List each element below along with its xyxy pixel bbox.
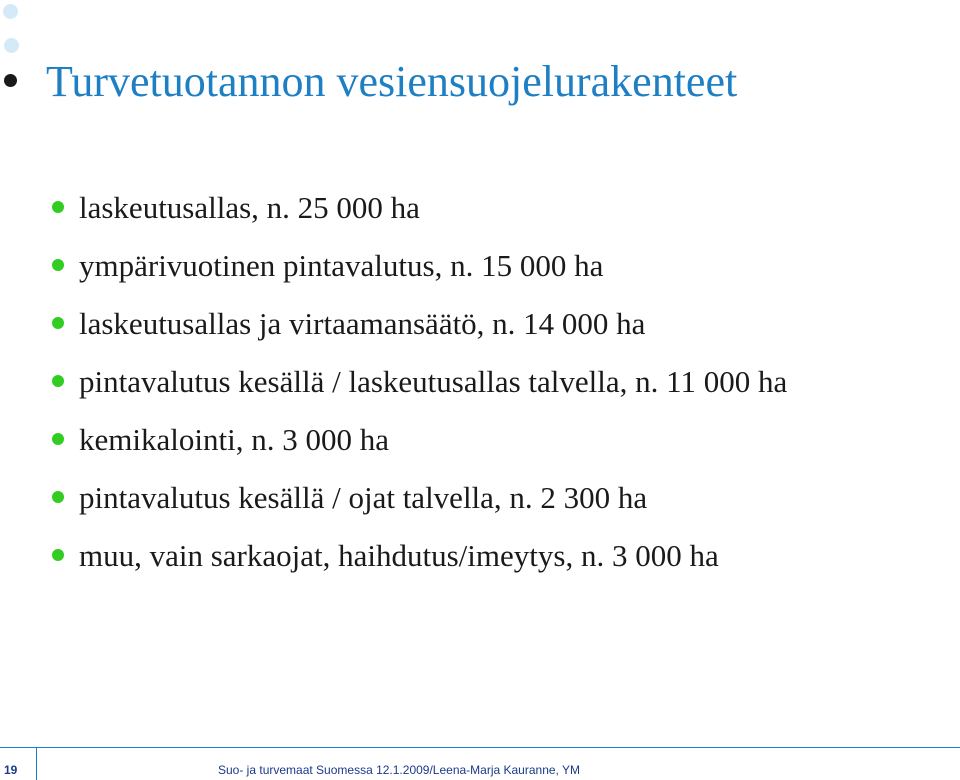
bullet-text: muu, vain sarkaojat, haihdutus/imeytys, n. 3 000 ha [79,538,719,573]
decorative-dot-dark [4,74,17,87]
bullet-text: laskeutusallas, n. 25 000 ha [79,190,420,225]
bullet-dot-icon [52,201,64,213]
bullet-text: kemikalointi, n. 3 000 ha [79,422,389,457]
bullet-item [52,300,957,348]
bullet-item [52,416,957,464]
bullet-text: pintavalutus kesällä / ojat talvella, n. 2 300 ha [79,480,648,515]
bullet-item [52,532,957,580]
footer-divider [36,748,37,780]
bullet-text: ympärivuotinen pintavalutus, n. 15 000 ha [79,248,604,283]
footer-credit: Suo- ja turvemaat Suomessa 12.1.2009/Leena-Marja Kauranne, YM [218,763,580,777]
bullet-list [52,184,957,590]
bullet-item [52,358,957,406]
bullet-dot-icon [52,375,64,387]
slide-footer [0,747,960,780]
bullet-item [52,184,957,232]
bullet-dot-icon [52,491,64,503]
decorative-dot-light [3,4,18,19]
bullet-dot-icon [52,433,64,445]
bullet-dot-icon [52,259,64,271]
bullet-text: laskeutusallas ja virtaamansäätö, n. 14 000 ha [79,306,646,341]
bullet-dot-icon [52,549,64,561]
slide-title: Turvetuotannon vesiensuojelurakenteet [46,57,738,106]
bullet-item [52,474,957,522]
bullet-dot-icon [52,317,64,329]
decorative-dot-light [4,38,19,53]
bullet-text: pintavalutus kesällä / laskeutusallas talvella, n. 11 000 ha [79,364,788,399]
bullet-item [52,242,957,290]
slide-number: 19 [4,763,18,777]
